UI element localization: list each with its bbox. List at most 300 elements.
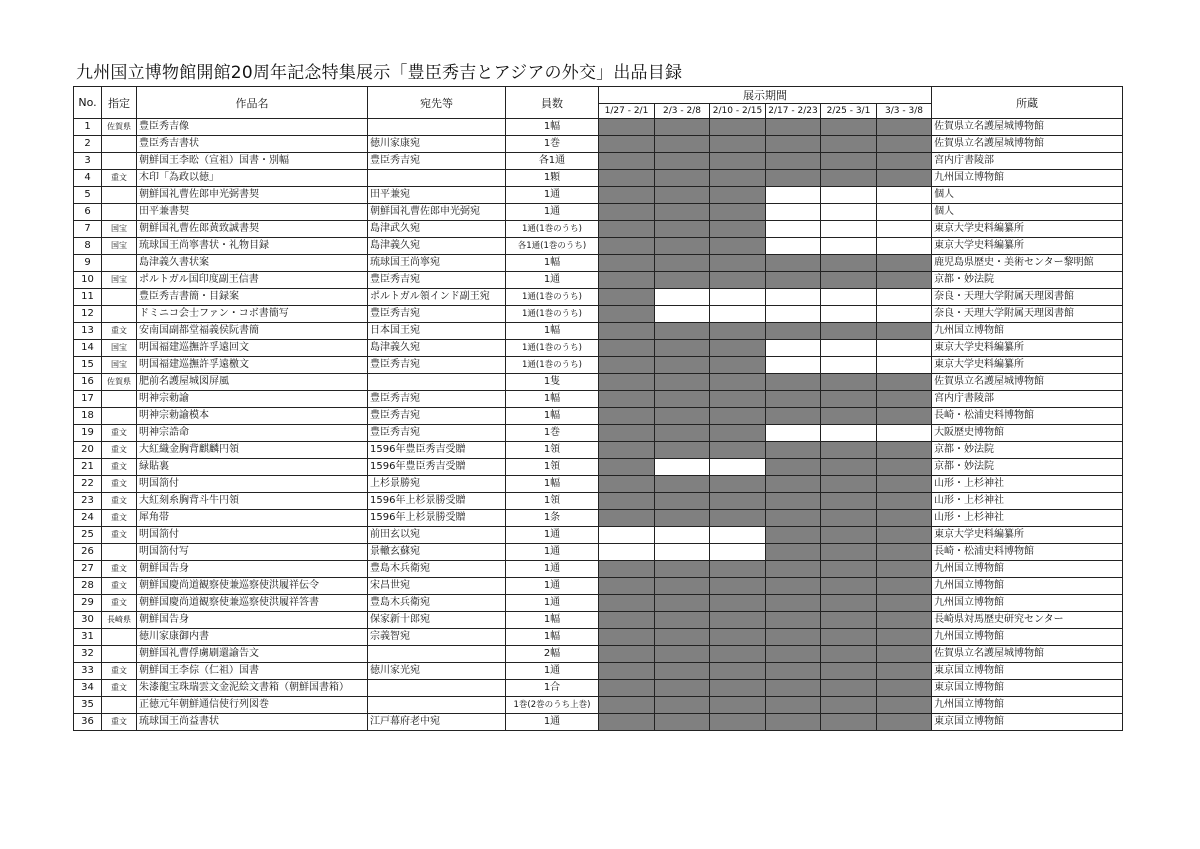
row-designation: 重文 (102, 663, 137, 680)
display-period-cell-3 (710, 510, 766, 527)
display-period-cell-6 (877, 238, 932, 255)
display-period-cell-3 (710, 629, 766, 646)
display-period-cell-4 (766, 476, 821, 493)
display-period-cell-1 (599, 527, 655, 544)
row-quantity: 1幅 (506, 255, 599, 272)
row-number: 16 (74, 374, 102, 391)
display-period-cell-6 (877, 340, 932, 357)
row-work-title: 琉球国王尚寧書状・礼物目録 (137, 238, 368, 255)
table-row (74, 119, 1123, 136)
row-recipient: 徳川家光宛 (368, 663, 506, 680)
period-header-3: 2/10 - 2/15 (710, 104, 766, 119)
row-designation: 国宝 (102, 357, 137, 374)
display-period-cell-5 (821, 476, 877, 493)
table-row (74, 612, 1123, 629)
row-work-title: ポルトガル国印度副王信書 (137, 272, 368, 289)
display-period-cell-4 (766, 493, 821, 510)
row-designation: 重文 (102, 170, 137, 187)
row-quantity: 1通 (506, 561, 599, 578)
row-number: 30 (74, 612, 102, 629)
row-designation: 長崎県 (102, 612, 137, 629)
row-recipient (368, 680, 506, 697)
row-owner: 九州国立博物館 (932, 323, 1123, 340)
display-period-cell-4 (766, 544, 821, 561)
display-period-cell-5 (821, 238, 877, 255)
display-period-cell-6 (877, 697, 932, 714)
display-period-cell-1 (599, 204, 655, 221)
row-work-title: 正徳元年朝鮮通信使行列図巻 (137, 697, 368, 714)
display-period-cell-3 (710, 544, 766, 561)
display-period-cell-2 (655, 442, 710, 459)
display-period-cell-6 (877, 612, 932, 629)
display-period-cell-1 (599, 391, 655, 408)
display-period-cell-2 (655, 306, 710, 323)
display-period-cell-5 (821, 391, 877, 408)
row-recipient: 琉球国王尚寧宛 (368, 255, 506, 272)
display-period-cell-1 (599, 425, 655, 442)
table-row (74, 374, 1123, 391)
header-row (74, 87, 1123, 104)
row-designation: 国宝 (102, 272, 137, 289)
row-designation: 重文 (102, 578, 137, 595)
display-period-cell-3 (710, 646, 766, 663)
row-owner: 長崎・松浦史料博物館 (932, 544, 1123, 561)
row-recipient: 豊臣秀吉宛 (368, 153, 506, 170)
display-period-cell-4 (766, 714, 821, 731)
display-period-cell-5 (821, 680, 877, 697)
period-header-4: 2/17 - 2/23 (766, 104, 821, 119)
display-period-cell-2 (655, 221, 710, 238)
display-period-cell-2 (655, 646, 710, 663)
display-period-cell-5 (821, 561, 877, 578)
display-period-cell-4 (766, 374, 821, 391)
row-quantity: 1合 (506, 680, 599, 697)
row-recipient: 豊臣秀吉宛 (368, 391, 506, 408)
display-period-cell-4 (766, 697, 821, 714)
display-period-cell-4 (766, 340, 821, 357)
row-work-title: 田平兼書契 (137, 204, 368, 221)
display-period-cell-1 (599, 612, 655, 629)
row-owner: 長崎県対馬歴史研究センター (932, 612, 1123, 629)
display-period-cell-5 (821, 646, 877, 663)
table-row (74, 697, 1123, 714)
row-owner: 佐賀県立名護屋城博物館 (932, 136, 1123, 153)
row-recipient: 景轍玄蘇宛 (368, 544, 506, 561)
row-number: 20 (74, 442, 102, 459)
row-number: 14 (74, 340, 102, 357)
row-number: 3 (74, 153, 102, 170)
table-row (74, 629, 1123, 646)
row-number: 10 (74, 272, 102, 289)
row-number: 29 (74, 595, 102, 612)
row-number: 25 (74, 527, 102, 544)
row-designation: 重文 (102, 459, 137, 476)
row-recipient: 豊臣秀吉宛 (368, 425, 506, 442)
display-period-cell-4 (766, 459, 821, 476)
display-period-cell-3 (710, 119, 766, 136)
display-period-cell-2 (655, 544, 710, 561)
row-work-title: 琉球国王尚益書状 (137, 714, 368, 731)
display-period-cell-3 (710, 561, 766, 578)
display-period-cell-6 (877, 680, 932, 697)
row-designation: 重文 (102, 493, 137, 510)
display-period-cell-6 (877, 544, 932, 561)
display-period-cell-2 (655, 374, 710, 391)
row-quantity: 2幅 (506, 646, 599, 663)
display-period-cell-2 (655, 119, 710, 136)
row-owner: 九州国立博物館 (932, 595, 1123, 612)
table-row (74, 153, 1123, 170)
row-number: 22 (74, 476, 102, 493)
row-work-title: 明国箚付 (137, 527, 368, 544)
display-period-cell-3 (710, 527, 766, 544)
display-period-cell-4 (766, 187, 821, 204)
row-number: 5 (74, 187, 102, 204)
row-quantity: 1通(1巻のうち) (506, 289, 599, 306)
row-recipient (368, 697, 506, 714)
display-period-cell-4 (766, 272, 821, 289)
display-period-cell-4 (766, 408, 821, 425)
display-period-cell-2 (655, 408, 710, 425)
row-owner: 鹿児島県歴史・美術センター黎明館 (932, 255, 1123, 272)
display-period-cell-3 (710, 204, 766, 221)
row-designation: 重文 (102, 527, 137, 544)
display-period-cell-4 (766, 442, 821, 459)
table-row (74, 323, 1123, 340)
display-period-cell-5 (821, 510, 877, 527)
row-owner: 佐賀県立名護屋城博物館 (932, 646, 1123, 663)
row-owner: 京都・妙法院 (932, 272, 1123, 289)
display-period-cell-1 (599, 238, 655, 255)
row-number: 8 (74, 238, 102, 255)
display-period-cell-3 (710, 255, 766, 272)
display-period-cell-2 (655, 663, 710, 680)
row-recipient (368, 646, 506, 663)
display-period-cell-6 (877, 289, 932, 306)
row-recipient (368, 170, 506, 187)
display-period-cell-5 (821, 323, 877, 340)
display-period-cell-1 (599, 255, 655, 272)
row-quantity: 1幅 (506, 629, 599, 646)
row-designation (102, 306, 137, 323)
display-period-cell-1 (599, 187, 655, 204)
display-period-cell-1 (599, 459, 655, 476)
display-period-cell-6 (877, 578, 932, 595)
display-period-cell-1 (599, 170, 655, 187)
display-period-cell-1 (599, 136, 655, 153)
display-period-cell-2 (655, 425, 710, 442)
display-period-cell-3 (710, 697, 766, 714)
display-period-cell-3 (710, 391, 766, 408)
row-number: 23 (74, 493, 102, 510)
display-period-cell-5 (821, 340, 877, 357)
display-period-cell-3 (710, 221, 766, 238)
display-period-cell-1 (599, 153, 655, 170)
row-recipient: 宋昌世宛 (368, 578, 506, 595)
row-designation: 重文 (102, 425, 137, 442)
row-quantity: 1通 (506, 527, 599, 544)
row-designation: 重文 (102, 714, 137, 731)
header-quantity: 員数 (506, 87, 599, 119)
display-period-cell-1 (599, 510, 655, 527)
row-recipient (368, 119, 506, 136)
table-row (74, 204, 1123, 221)
display-period-cell-3 (710, 459, 766, 476)
display-period-cell-5 (821, 357, 877, 374)
display-period-cell-6 (877, 714, 932, 731)
display-period-cell-4 (766, 561, 821, 578)
row-number: 2 (74, 136, 102, 153)
row-recipient: 田平兼宛 (368, 187, 506, 204)
display-period-cell-2 (655, 629, 710, 646)
display-period-cell-2 (655, 578, 710, 595)
table-row (74, 357, 1123, 374)
row-recipient: 豊臣秀吉宛 (368, 357, 506, 374)
row-designation (102, 544, 137, 561)
display-period-cell-4 (766, 255, 821, 272)
row-quantity: 1通 (506, 595, 599, 612)
row-owner: 東京大学史料編纂所 (932, 221, 1123, 238)
row-quantity: 1領 (506, 442, 599, 459)
display-period-cell-2 (655, 289, 710, 306)
display-period-cell-6 (877, 255, 932, 272)
display-period-cell-1 (599, 714, 655, 731)
display-period-cell-2 (655, 527, 710, 544)
display-period-cell-2 (655, 272, 710, 289)
row-quantity: 1通 (506, 204, 599, 221)
display-period-cell-6 (877, 408, 932, 425)
display-period-cell-5 (821, 459, 877, 476)
table-row (74, 136, 1123, 153)
display-period-cell-3 (710, 493, 766, 510)
period-header-5: 2/25 - 3/1 (821, 104, 877, 119)
row-work-title: ドミニコ会士ファン・コボ書簡写 (137, 306, 368, 323)
display-period-cell-5 (821, 697, 877, 714)
display-period-cell-3 (710, 714, 766, 731)
row-work-title: 木印「為政以徳」 (137, 170, 368, 187)
row-owner: 東京大学史料編纂所 (932, 527, 1123, 544)
header-work: 作品名 (137, 87, 368, 119)
display-period-cell-5 (821, 374, 877, 391)
row-work-title: 朱漆龍宝珠瑞雲文金泥絵文書箱（朝鮮国書箱） (137, 680, 368, 697)
row-work-title: 朝鮮国慶尚道観察使兼巡察使洪履祥答書 (137, 595, 368, 612)
display-period-cell-4 (766, 663, 821, 680)
display-period-cell-6 (877, 442, 932, 459)
row-quantity: 1巻 (506, 136, 599, 153)
row-quantity: 1通(1巻のうち) (506, 357, 599, 374)
display-period-cell-6 (877, 476, 932, 493)
row-designation: 重文 (102, 323, 137, 340)
row-number: 27 (74, 561, 102, 578)
row-number: 34 (74, 680, 102, 697)
display-period-cell-6 (877, 629, 932, 646)
row-recipient: 島津義久宛 (368, 340, 506, 357)
display-period-cell-5 (821, 442, 877, 459)
row-designation (102, 153, 137, 170)
display-period-cell-5 (821, 272, 877, 289)
display-period-cell-1 (599, 357, 655, 374)
row-designation: 佐賀県 (102, 119, 137, 136)
table-row (74, 289, 1123, 306)
table-row (74, 578, 1123, 595)
display-period-cell-2 (655, 340, 710, 357)
row-recipient: 豊島木兵衛宛 (368, 595, 506, 612)
display-period-cell-5 (821, 119, 877, 136)
row-quantity: 1隻 (506, 374, 599, 391)
header-recipient: 宛先等 (368, 87, 506, 119)
display-period-cell-3 (710, 323, 766, 340)
display-period-cell-6 (877, 204, 932, 221)
row-quantity: 1通(1巻のうち) (506, 221, 599, 238)
display-period-cell-5 (821, 544, 877, 561)
row-work-title: 明国箚付写 (137, 544, 368, 561)
display-period-cell-2 (655, 612, 710, 629)
display-period-cell-4 (766, 153, 821, 170)
display-period-cell-3 (710, 170, 766, 187)
row-owner: 九州国立博物館 (932, 697, 1123, 714)
row-recipient: 保家新十郎宛 (368, 612, 506, 629)
row-owner: 九州国立博物館 (932, 561, 1123, 578)
display-period-cell-3 (710, 340, 766, 357)
display-period-cell-5 (821, 204, 877, 221)
display-period-cell-3 (710, 578, 766, 595)
display-period-cell-2 (655, 170, 710, 187)
row-designation (102, 629, 137, 646)
display-period-cell-4 (766, 204, 821, 221)
row-designation (102, 136, 137, 153)
row-work-title: 明神宗誥命 (137, 425, 368, 442)
row-designation (102, 391, 137, 408)
display-period-cell-1 (599, 544, 655, 561)
display-period-cell-6 (877, 425, 932, 442)
row-recipient: 江戸幕府老中宛 (368, 714, 506, 731)
display-period-cell-6 (877, 595, 932, 612)
row-work-title: 大紅刻糸胸背斗牛円領 (137, 493, 368, 510)
row-quantity: 1通 (506, 544, 599, 561)
table-row (74, 442, 1123, 459)
display-period-cell-1 (599, 306, 655, 323)
display-period-cell-2 (655, 697, 710, 714)
display-period-cell-6 (877, 510, 932, 527)
display-period-cell-1 (599, 221, 655, 238)
display-period-cell-6 (877, 493, 932, 510)
display-period-cell-4 (766, 136, 821, 153)
display-period-cell-3 (710, 408, 766, 425)
row-number: 12 (74, 306, 102, 323)
row-work-title: 朝鮮国王李昖（宣祖）国書・別幅 (137, 153, 368, 170)
row-owner: 長崎・松浦史料博物館 (932, 408, 1123, 425)
row-designation (102, 187, 137, 204)
row-number: 32 (74, 646, 102, 663)
display-period-cell-4 (766, 238, 821, 255)
row-work-title: 徳川家康御内書 (137, 629, 368, 646)
row-quantity: 1幅 (506, 391, 599, 408)
display-period-cell-4 (766, 680, 821, 697)
row-quantity: 1通(1巻のうち) (506, 306, 599, 323)
display-period-cell-3 (710, 595, 766, 612)
display-period-cell-4 (766, 646, 821, 663)
row-work-title: 肥前名護屋城図屏風 (137, 374, 368, 391)
table-row (74, 680, 1123, 697)
table-row (74, 425, 1123, 442)
row-owner: 東京国立博物館 (932, 663, 1123, 680)
row-work-title: 朝鮮国告身 (137, 561, 368, 578)
display-period-cell-3 (710, 425, 766, 442)
row-recipient: 朝鮮国礼曹佐郎申光弼宛 (368, 204, 506, 221)
display-period-cell-6 (877, 357, 932, 374)
display-period-cell-6 (877, 323, 932, 340)
row-work-title: 朝鮮国告身 (137, 612, 368, 629)
display-period-cell-3 (710, 374, 766, 391)
row-recipient: 日本国王宛 (368, 323, 506, 340)
display-period-cell-4 (766, 612, 821, 629)
row-recipient: 1596年豊臣秀吉受贈 (368, 442, 506, 459)
row-work-title: 朝鮮国礼曹俘虜刷還諭告文 (137, 646, 368, 663)
row-recipient: 1596年豊臣秀吉受贈 (368, 459, 506, 476)
row-owner: 九州国立博物館 (932, 170, 1123, 187)
display-period-cell-3 (710, 153, 766, 170)
display-period-cell-1 (599, 629, 655, 646)
row-designation: 国宝 (102, 238, 137, 255)
row-quantity: 1通 (506, 714, 599, 731)
period-header-1: 1/27 - 2/1 (599, 104, 655, 119)
row-work-title: 島津義久書状案 (137, 255, 368, 272)
display-period-cell-4 (766, 306, 821, 323)
row-owner: 個人 (932, 187, 1123, 204)
row-owner: 九州国立博物館 (932, 578, 1123, 595)
row-owner: 山形・上杉神社 (932, 493, 1123, 510)
row-quantity: 1領 (506, 459, 599, 476)
display-period-cell-1 (599, 340, 655, 357)
row-number: 1 (74, 119, 102, 136)
row-designation (102, 697, 137, 714)
display-period-cell-2 (655, 680, 710, 697)
display-period-cell-6 (877, 153, 932, 170)
row-owner: 東京国立博物館 (932, 714, 1123, 731)
display-period-cell-1 (599, 119, 655, 136)
display-period-cell-5 (821, 306, 877, 323)
row-owner: 宮内庁書陵部 (932, 391, 1123, 408)
display-period-cell-5 (821, 170, 877, 187)
header-period: 展示期間 (599, 87, 932, 104)
row-designation (102, 255, 137, 272)
display-period-cell-2 (655, 510, 710, 527)
row-work-title: 朝鮮国礼曹佐郎申光弼書契 (137, 187, 368, 204)
row-number: 36 (74, 714, 102, 731)
display-period-cell-5 (821, 136, 877, 153)
display-period-cell-6 (877, 561, 932, 578)
display-period-cell-2 (655, 561, 710, 578)
row-quantity: 1領 (506, 493, 599, 510)
row-number: 24 (74, 510, 102, 527)
display-period-cell-5 (821, 578, 877, 595)
display-period-cell-1 (599, 646, 655, 663)
row-designation: 重文 (102, 595, 137, 612)
row-quantity: 1幅 (506, 323, 599, 340)
row-recipient: ポルトガル領インド副王宛 (368, 289, 506, 306)
row-designation: 佐賀県 (102, 374, 137, 391)
display-period-cell-6 (877, 170, 932, 187)
display-period-cell-1 (599, 595, 655, 612)
display-period-cell-5 (821, 221, 877, 238)
row-owner: 東京国立博物館 (932, 680, 1123, 697)
display-period-cell-3 (710, 476, 766, 493)
row-owner: 大阪歴史博物館 (932, 425, 1123, 442)
display-period-cell-5 (821, 629, 877, 646)
period-header-2: 2/3 - 2/8 (655, 104, 710, 119)
row-recipient: 1596年上杉景勝受贈 (368, 510, 506, 527)
period-header-6: 3/3 - 3/8 (877, 104, 932, 119)
